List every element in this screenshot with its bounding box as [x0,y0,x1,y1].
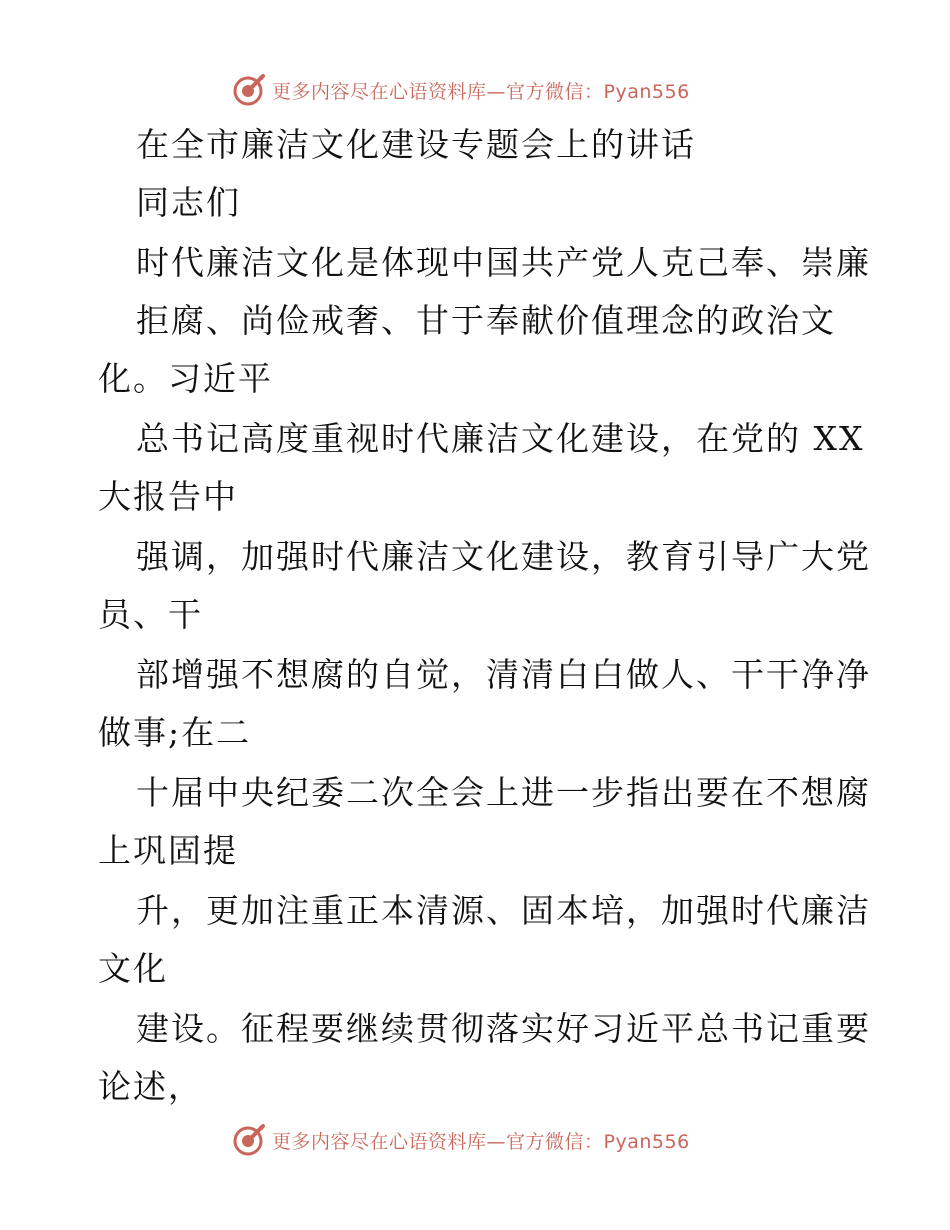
pen-seal-icon [232,73,266,107]
text-line: 部增强不想腐的自觉，清清白白做人、干干净净 [136,655,871,694]
text-line: 拒腐、尚俭戒奢、甘于奉献价值理念的政治文 [136,301,836,340]
header-banner [232,72,690,108]
text-line: 强调，加强时代廉洁文化建设，教育引导广大党 [136,537,871,576]
text-line: 上巩固提 [98,831,238,870]
text-line: 做事;在二 [98,713,252,752]
text-line: 总书记高度重视时代廉洁文化建设，在党的 XX [136,419,865,458]
header-banner-text: 更多内容尽在心语资料库—官方微信：Pyan556 [272,80,690,103]
pen-seal-icon [232,1123,266,1157]
text-line: 建设。征程要继续贯彻落实好习近平总书记重要 [136,1009,871,1048]
text-line: 大报告中 [98,477,238,516]
text-line: 员、干 [98,595,203,634]
text-line: 升，更加注重正本清源、固本培，加强时代廉洁 [136,891,871,930]
text-line: 论述， [98,1067,203,1106]
document-title: 在全市廉洁文化建设专题会上的讲话 [136,125,696,164]
text-line: 十届中央纪委二次全会上进一步指出要在不想腐 [136,773,871,812]
text-line: 文化 [98,949,168,988]
footer-banner-text: 更多内容尽在心语资料库—官方微信：Pyan556 [272,1130,690,1153]
text-line: 化。习近平 [98,359,273,398]
text-line: 时代廉洁文化是体现中国共产党人克己奉、崇廉 [136,243,871,282]
footer-banner [232,1122,690,1158]
salutation: 同志们 [136,183,241,222]
